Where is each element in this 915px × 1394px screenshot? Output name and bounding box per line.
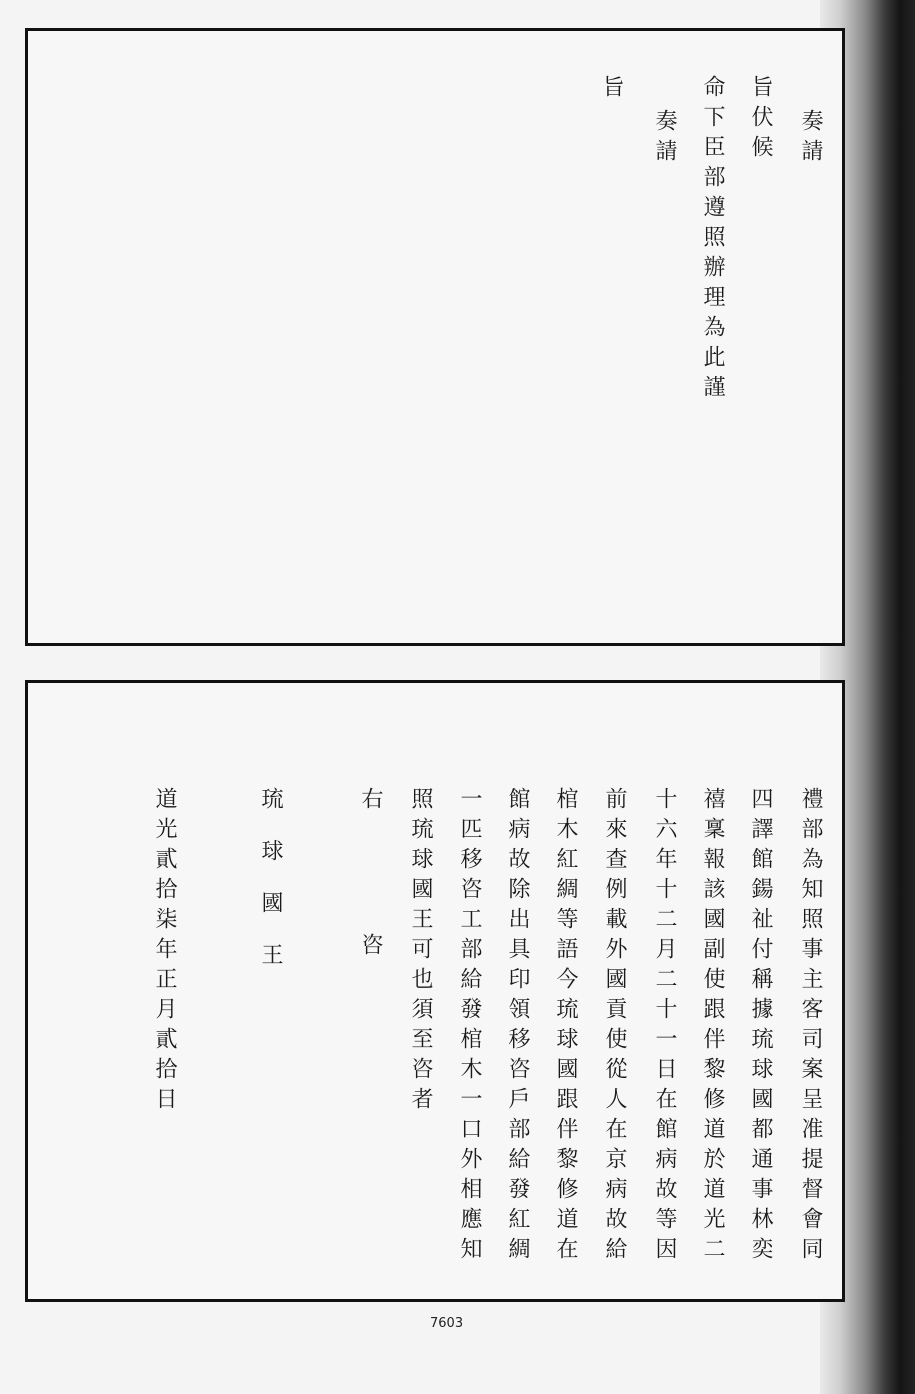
text-column-4: 十六年十二月二十一日在館病故等因 [652, 787, 677, 1267]
text-column-3: 禧稟報該國副使跟伴黎修道於道光二 [700, 787, 725, 1267]
text-column-12: 琉球國王 [258, 787, 283, 995]
text-column-6: 棺木紅綢等語今琉球國跟伴黎修道在 [553, 787, 578, 1267]
text-column-1: 禮部為知照事主客司案呈准提督會同 [798, 787, 823, 1267]
text-column-7: 館病故除出具印領移咨戶部給發紅綢 [505, 787, 530, 1267]
text-column-11: 咨 [358, 933, 383, 963]
text-column-8: 一匹移咨工部給發棺木一口外相應知 [457, 787, 482, 1267]
bottom-document-panel [25, 680, 845, 1302]
top-document-panel [25, 28, 845, 646]
text-column-10: 右 [358, 787, 383, 817]
text-column-1: 奏請 [798, 109, 823, 169]
text-column-5: 前來查例載外國貢使從人在京病故給 [602, 787, 627, 1267]
text-column-13: 道光貳拾柒年正月貳拾日 [152, 787, 177, 1117]
text-column-9: 照琉球國王可也須至咨者 [408, 787, 433, 1117]
page-number: 7603 [430, 1316, 464, 1331]
text-column-5: 旨 [599, 75, 624, 105]
text-column-2: 旨伏候 [748, 75, 773, 165]
text-column-4: 奏請 [652, 109, 677, 169]
text-column-3: 命下臣部遵照辦理為此謹 [700, 75, 725, 405]
text-column-2: 四譯館鍚祉付稱據琉球國都通事林奕 [748, 787, 773, 1267]
